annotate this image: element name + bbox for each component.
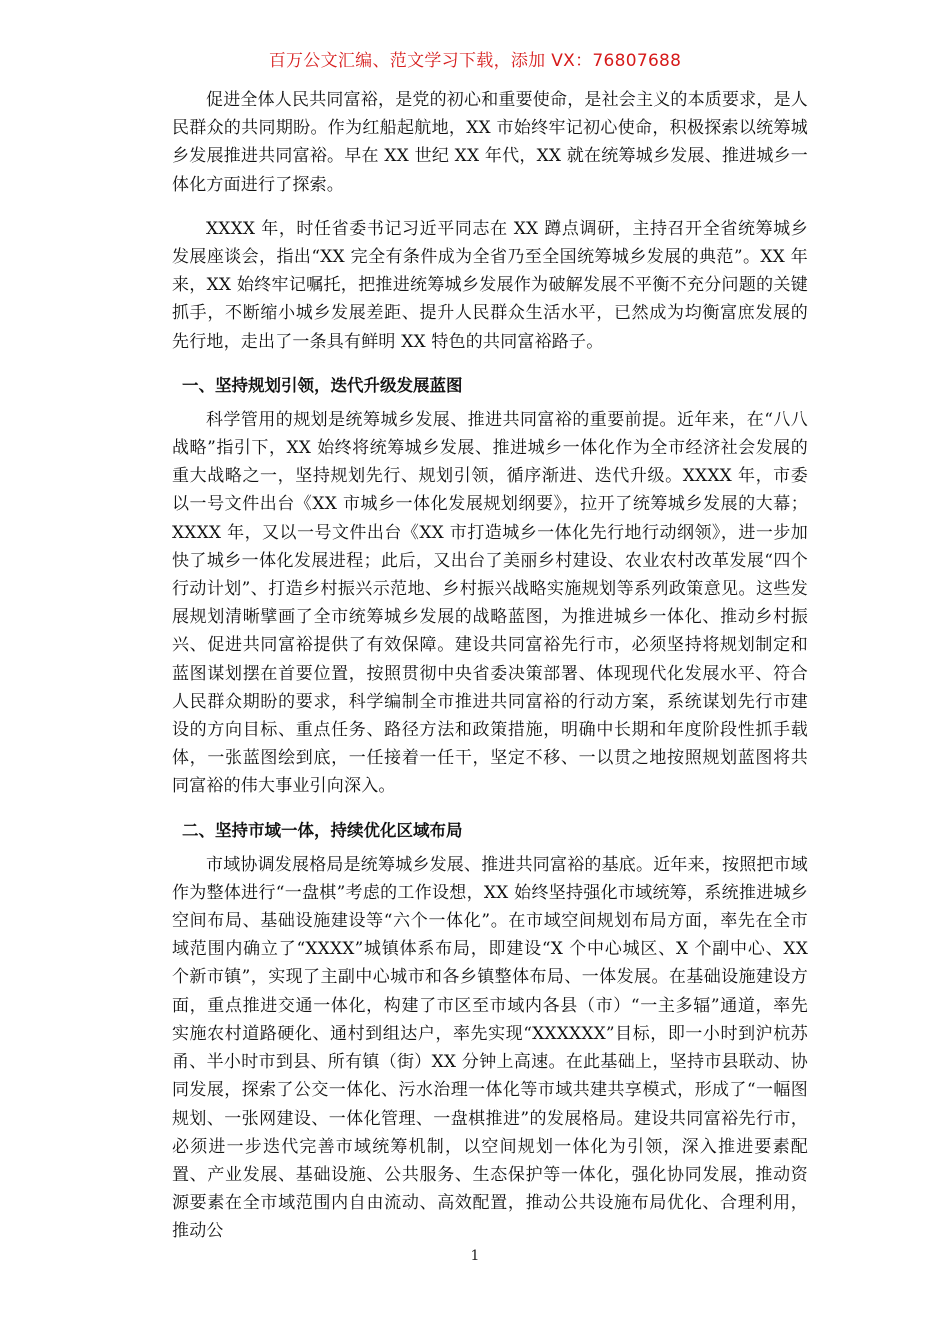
intro-paragraph-2: XXXX 年，时任省委书记习近平同志在 XX 蹲点调研，主持召开全省统筹城乡发展座谈会，指出“XX 完全有条件成为全省乃至全国统筹城乡发展的典范”。XX 年来，XX 始终牢记嘱托，把推进统筹城乡发展作为破解发展不平衡不充分问题的关键抓手，不断缩小城乡发展差距、提升人民群众生活水平，已然成为均衡富庶发展的先行地，走出了一条具有鲜明 XX 特色的共同富裕路子。 xyxy=(172,218,808,352)
section-2-paragraph: 市域协调发展格局是统筹城乡发展、推进共同富裕的基底。近年来，按照把市域作为整体进行“一盘棋”考虑的工作设想，XX 始终坚持强化市域统筹，系统推进城乡空间布局、基础设施建设等“六个一体化”。在市域空间规划布局方面，率先在全市域范围内确立了“XXXX”城镇体系布局，即建设“X 个中心城区、X 个副中心、XX 个新市镇”，实现了主副中心城市和各乡镇整体布局、一体发展。在基础设施建设方面，重点推进交通一体化，构建了市区至市域内各县（市）“一主多辐”通道，率先实施农村道路硬化、通村到组达户，率先实现“XXXXXX”目标，即一小时到沪杭苏甬、半小时市到县、所有镇（街）XX 分钟上高速。在此基础上，坚持市县联动、协同发展，探索了公交一体化、污水治理一体化等市域共建共享模式，形成了“一幅图规划、一张网建设、一体化管理、一盘棋推进”的发展格局。建设共同富裕先行市，必须进一步迭代完善市域统筹机制，以空间规划一体化为引领，深入推进要素配置、产业发展、基础设施、公共服务、生态保护等一体化，强化协同发展，推动资源要素在全市域范围内自由流动、高效配置，推动公共设施布局优化、合理利用，推动公 xyxy=(172,854,808,1242)
paragraph-gap xyxy=(172,199,808,215)
paragraph-gap xyxy=(172,356,808,372)
section-1-heading: 一、坚持规划引领，迭代升级发展蓝图 xyxy=(182,375,463,395)
promo-banner: 百万公文汇编、范文学习下载，添加 VX：76807688 xyxy=(268,51,682,71)
paragraph-gap xyxy=(172,801,808,817)
intro-paragraph-1: 促进全体人民共同富裕，是党的初心和重要使命，是社会主义的本质要求，是人民群众的共同期盼。作为红船起航地，XX 市始终牢记初心使命，积极探索以统筹城乡发展推进共同富裕。早在 XX 世纪 XX 年代，XX 就在统筹城乡发展、推进城乡一体化方面进行了探索。 xyxy=(172,90,808,195)
document-body xyxy=(172,86,808,1246)
section-2-heading: 二、坚持市域一体，持续优化区域布局 xyxy=(182,820,463,840)
section-1-paragraph: 科学管用的规划是统筹城乡发展、推进共同富裕的重要前提。近年来，在“八八战略”指引下，XX 始终将统筹城乡发展、推进城乡一体化作为全市经济社会发展的重大战略之一，坚持规划先行、规划引领，循序渐进、迭代升级。XXXX 年，市委以一号文件出台《XX 市城乡一体化发展规划纲要》，拉开了统筹城乡发展的大幕；XXXX 年，又以一号文件出台《XX 市打造城乡一体化先行地行动纲领》，进一步加快了城乡一体化发展进程；此后，又出台了美丽乡村建设、农业农村改革发展“四个行动计划”、打造乡村振兴示范地、乡村振兴战略实施规划等系列政策意见。这些发展规划清晰擘画了全市统筹城乡发展的战略蓝图，为推进城乡一体化、推动乡村振兴、促进共同富裕提供了有效保障。建设共同富裕先行市，必须坚持将规划制定和蓝图谋划摆在首要位置，按照贯彻中央省委决策部署、体现现代化发展水平、符合人民群众期盼的要求，科学编制全市推进共同富裕的行动方案，系统谋划先行市建设的方向目标、重点任务、路径方法和政策措施，明确中长期和年度阶段性抓手载体，一张蓝图绘到底，一任接着一任干，坚定不移、一以贯之地按照规划蓝图将共同富裕的伟大事业引向深入。 xyxy=(172,409,808,797)
page-number: 1 xyxy=(470,1248,480,1264)
